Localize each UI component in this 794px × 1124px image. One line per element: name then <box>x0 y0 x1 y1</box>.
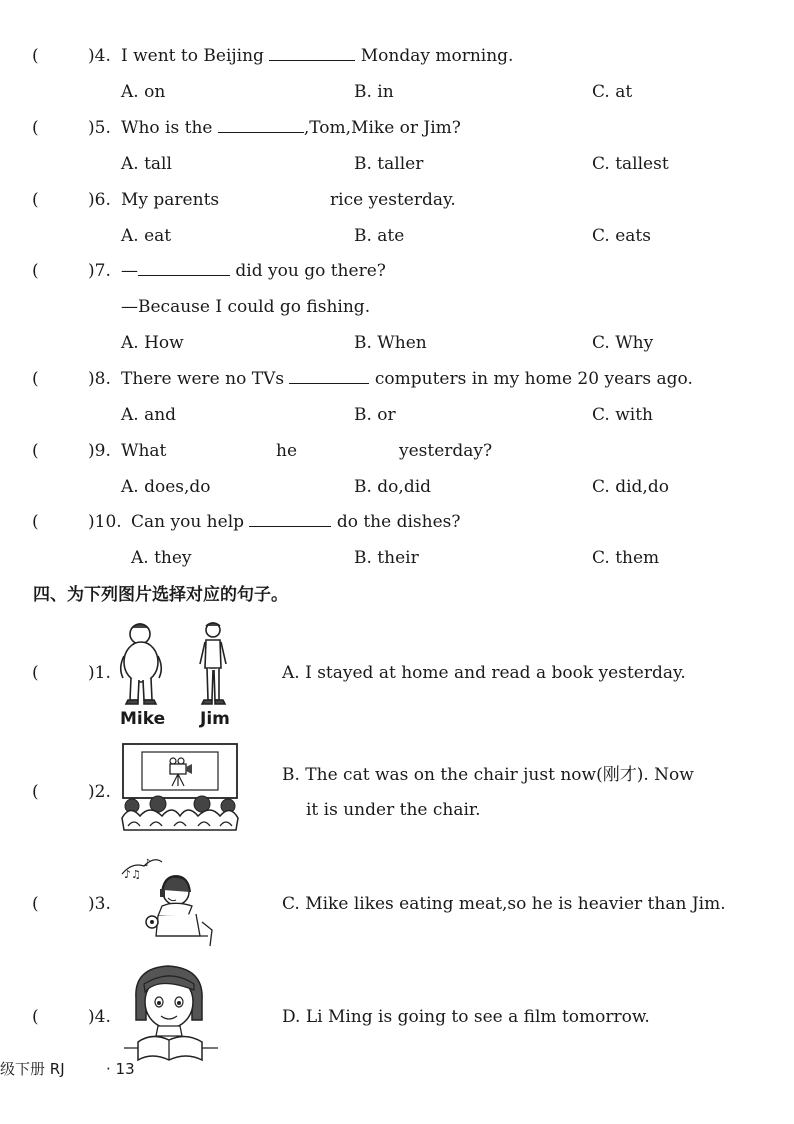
sentence-b: B. The cat was on the chair just now(刚才). Now <box>282 765 694 785</box>
option-a: A. on <box>121 82 166 102</box>
answer-paren-open: ( <box>32 190 39 210</box>
answer-paren-open: ( <box>32 663 39 683</box>
question-text: There were no TVs computers in my home 20 years ago. <box>121 369 693 389</box>
item-number: )3. <box>88 894 111 914</box>
option-c: C. did,do <box>592 477 669 497</box>
girl-reading-illustration <box>118 962 222 1064</box>
answer-paren-open: ( <box>32 1007 39 1027</box>
question-number: )6. <box>88 190 111 210</box>
answer-blank <box>218 118 304 133</box>
answer-paren-open: ( <box>32 261 39 281</box>
option-a: A. tall <box>121 154 172 174</box>
svg-text:♪♫: ♪♫ <box>124 868 141 881</box>
question-number: )4. <box>88 46 111 66</box>
section-heading: 四、为下列图片选择对应的句子。 <box>33 585 288 605</box>
listening-music-illustration <box>118 852 218 948</box>
answer-paren-open: ( <box>32 118 39 138</box>
option-b: B. in <box>354 82 394 102</box>
footer-book-label: 级下册 RJ <box>0 1060 65 1078</box>
answer-paren-open: ( <box>32 894 39 914</box>
question-word-3: yesterday? <box>399 441 493 461</box>
answer-blank <box>269 46 355 61</box>
question-text: Who is the ,Tom,Mike or Jim? <box>121 118 461 138</box>
option-a: A. does,do <box>121 477 211 497</box>
question-word-1: What <box>121 441 167 461</box>
answer-paren-open: ( <box>32 782 39 802</box>
option-c: C. tallest <box>592 154 669 174</box>
option-b: B. When <box>354 333 427 353</box>
page-number: · 13 <box>106 1060 135 1078</box>
sentence-c: C. Mike likes eating meat,so he is heavier than Jim. <box>282 894 726 914</box>
option-b: B. their <box>354 548 419 568</box>
answer-blank <box>249 512 331 527</box>
option-c: C. at <box>592 82 633 102</box>
option-c: C. with <box>592 405 653 425</box>
answer-paren-open: ( <box>32 512 39 532</box>
question-word-2: he <box>276 441 298 461</box>
answer-paren-open: ( <box>32 441 39 461</box>
label-mike: Mike <box>120 709 166 729</box>
option-a: A. eat <box>121 226 172 246</box>
option-b: B. taller <box>354 154 424 174</box>
cinema-illustration <box>120 742 240 832</box>
answer-paren-open: ( <box>32 46 39 66</box>
question-text-start: My parents <box>121 190 220 210</box>
option-a: A. and <box>121 405 177 425</box>
question-text: I went to Beijing Monday morning. <box>121 46 514 66</box>
item-number: )2. <box>88 782 111 802</box>
option-b: B. do,did <box>354 477 432 497</box>
question-number: )8. <box>88 369 111 389</box>
option-a: A. they <box>131 548 192 568</box>
sentence-b-continued: it is under the chair. <box>306 800 481 820</box>
question-text-end: rice yesterday. <box>330 190 456 210</box>
label-jim: Jim <box>200 709 230 729</box>
option-b: B. or <box>354 405 396 425</box>
question-number: )5. <box>88 118 111 138</box>
option-b: B. ate <box>354 226 405 246</box>
sentence-d: D. Li Ming is going to see a film tomorrow. <box>282 1007 650 1027</box>
answer-blank <box>289 369 369 384</box>
item-number: )4. <box>88 1007 111 1027</box>
question-number: )9. <box>88 441 111 461</box>
question-text: Can you help do the dishes? <box>131 512 461 532</box>
answer-blank <box>138 261 230 276</box>
item-number: )1. <box>88 663 111 683</box>
question-number: )7. <box>88 261 111 281</box>
option-c: C. eats <box>592 226 651 246</box>
option-c: C. them <box>592 548 660 568</box>
answer-paren-open: ( <box>32 369 39 389</box>
sentence-a: A. I stayed at home and read a book yesterday. <box>282 663 686 683</box>
option-a: A. How <box>121 333 184 353</box>
mike-and-jim-illustration <box>116 620 236 706</box>
question-line-2: —Because I could go fishing. <box>121 297 371 317</box>
option-c: C. Why <box>592 333 654 353</box>
question-text: — did you go there? <box>121 261 386 281</box>
svg-text:♪: ♪ <box>144 858 151 869</box>
question-number: )10. <box>88 512 122 532</box>
